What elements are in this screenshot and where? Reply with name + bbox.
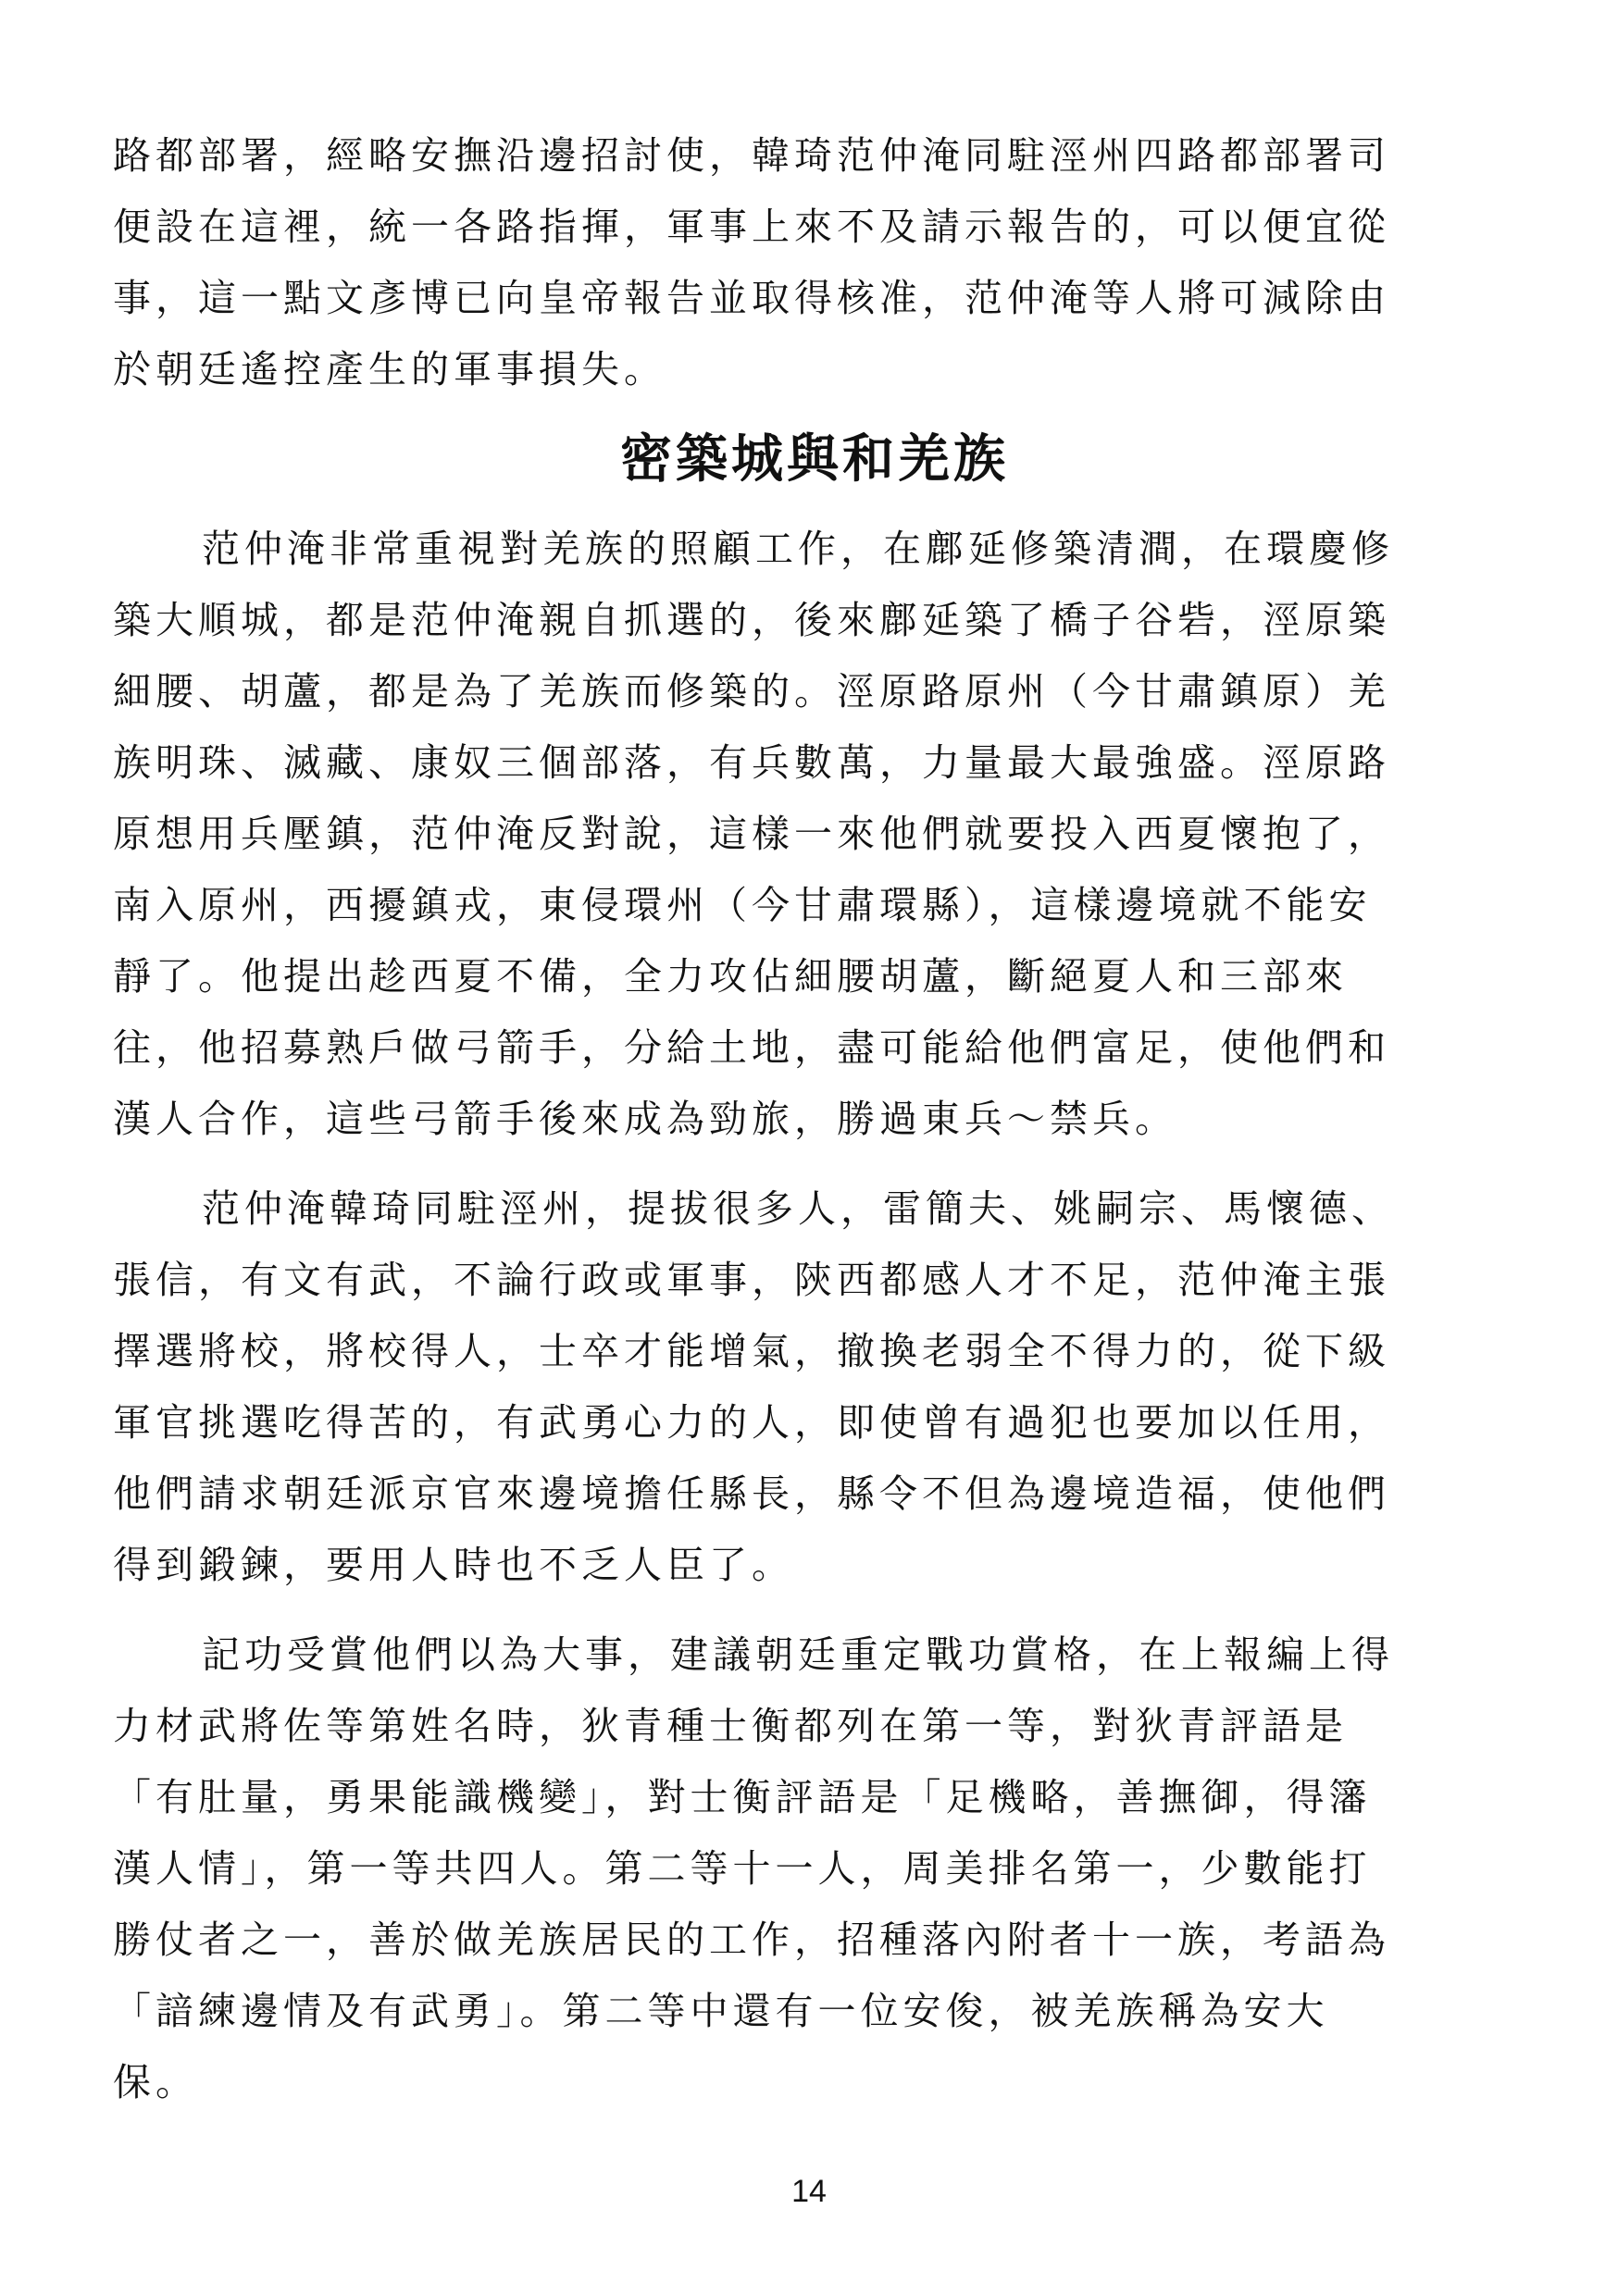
text-line: 得到鍛鍊，要用人時也不乏人臣了。 [113,1543,794,1587]
paragraph-continued [113,120,1516,405]
text-line: 南入原州，西擾鎮戎，東侵環州（今甘肅環縣），這樣邊境就不能安 [113,883,1372,927]
text-line: 靜了。他提出趁西夏不備，全力攻佔細腰胡蘆，斷絕夏人和三部來 [113,954,1348,999]
text-line: 范仲淹韓琦同駐涇州，提拔很多人，雷簡夫、姚嗣宗、馬懷德、 [202,1186,1394,1231]
text-line: 原想用兵壓鎮，范仲淹反對說，這樣一來他們就要投入西夏懷抱了， [113,812,1390,856]
text-line: 築大順城，都是范仲淹親自抓選的，後來鄜延築了橋子谷砦，涇原築 [113,598,1390,642]
text-line: 「有肚量，勇果能識機變」，對士衡評語是「足機略，善撫御，得籓 [113,1775,1372,1819]
text-line: 漢人情」，第一等共四人。第二等十一人，周美排名第一，少數能打 [113,1846,1372,1891]
text-line: 路都部署，經略安撫沿邊招討使，韓琦范仲淹同駐涇州四路都部署司 [113,133,1390,178]
text-line: 細腰、胡蘆，都是為了羌族而修築的。涇原路原州（今甘肅鎮原）羌 [113,669,1390,714]
text-line: 他們請求朝廷派京官來邊境擔任縣長，縣令不但為邊境造福，使他們 [113,1471,1390,1516]
text-line: 事，這一點文彥博已向皇帝報告並取得核准，范仲淹等人將可減除由 [113,276,1390,320]
text-line: 記功受賞他們以為大事，建議朝廷重定戰功賞格，在上報編上得 [202,1632,1394,1677]
page-number: 14 [791,2174,827,2209]
text-line: 力材武將佐等第姓名時，狄青種士衡都列在第一等，對狄青評語是 [113,1704,1348,1748]
text-line: 保。 [113,2060,198,2104]
text-line: 便設在這裡，統一各路指揮，軍事上來不及請示報告的，可以便宜從 [113,205,1390,249]
section-heading: 密築城與和羌族 [620,428,1009,490]
paragraph-qiang-fortifications [113,514,1516,1155]
paragraph-talent-selection [113,1173,1516,1601]
text-line: 往，他招募熟戶做弓箭手，分給土地，盡可能給他們富足，使他們和 [113,1025,1390,1070]
text-line: 勝仗者之一，善於做羌族居民的工作，招種落內附者十一族，考語為 [113,1917,1390,1962]
text-line: 軍官挑選吃得苦的，有武勇心力的人，即使曾有過犯也要加以任用， [113,1400,1390,1445]
text-line: 漢人合作，這些弓箭手後來成為勁旅，勝過東兵～禁兵。 [113,1097,1177,1141]
paragraph-merit-rewards [113,1620,1516,2118]
text-line: 「諳練邊情及有武勇」。第二等中還有一位安俊，被羌族稱為安大 [113,1989,1329,2033]
text-line: 於朝廷遙控產生的軍事損失。 [113,347,666,391]
text-line: 族明珠、滅藏、康奴三個部落，有兵數萬，力量最大最強盛。涇原路 [113,740,1390,785]
text-line: 擇選將校，將校得人，士卒才能增氣，撤換老弱全不得力的，從下級 [113,1329,1390,1373]
text-line: 范仲淹非常重視對羌族的照顧工作，在鄜延修築清澗，在環慶修 [202,527,1394,571]
text-line: 張信，有文有武，不論行政或軍事，陝西都感人才不足，范仲淹主張 [113,1258,1390,1302]
